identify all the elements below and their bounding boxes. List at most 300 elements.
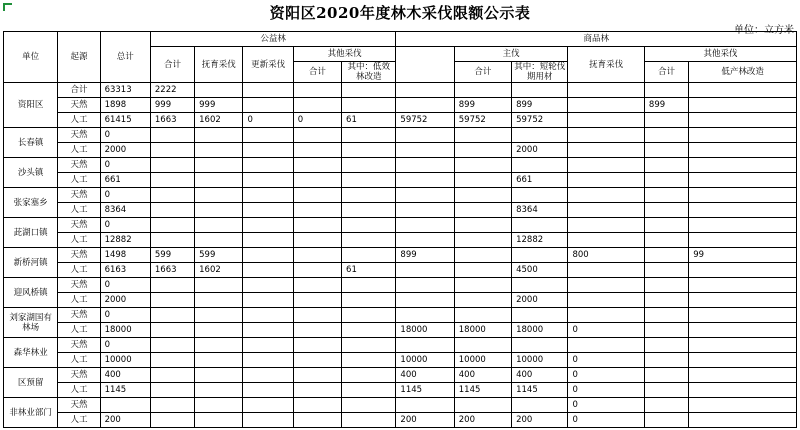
value-cell: 0 bbox=[100, 128, 150, 143]
value-cell bbox=[150, 188, 194, 203]
table-row bbox=[4, 413, 797, 428]
table-row bbox=[4, 308, 797, 323]
value-cell bbox=[644, 308, 688, 323]
value-cell: 800 bbox=[568, 248, 644, 263]
value-cell bbox=[243, 203, 293, 218]
origin-cell: 天然 bbox=[58, 248, 100, 263]
value-cell bbox=[293, 233, 341, 248]
table-row bbox=[4, 98, 797, 113]
value-cell: 1602 bbox=[195, 263, 243, 278]
value-cell bbox=[644, 413, 688, 428]
value-cell bbox=[396, 203, 454, 218]
header-public-forest: 公益林 bbox=[150, 32, 396, 47]
unit-cell: 森华林业 bbox=[4, 338, 58, 368]
value-cell: 59752 bbox=[454, 113, 511, 128]
value-cell: 0 bbox=[100, 308, 150, 323]
table-row bbox=[4, 233, 797, 248]
value-cell bbox=[342, 128, 396, 143]
value-cell bbox=[568, 203, 644, 218]
value-cell bbox=[396, 233, 454, 248]
value-cell: 899 bbox=[512, 98, 568, 113]
value-cell bbox=[342, 248, 396, 263]
value-cell bbox=[243, 323, 293, 338]
value-cell bbox=[689, 128, 797, 143]
value-cell: 10000 bbox=[512, 353, 568, 368]
value-cell: 400 bbox=[396, 368, 454, 383]
value-cell bbox=[342, 368, 396, 383]
value-cell bbox=[243, 188, 293, 203]
value-cell bbox=[644, 233, 688, 248]
value-cell bbox=[195, 233, 243, 248]
value-cell bbox=[568, 233, 644, 248]
value-cell: 0 bbox=[100, 218, 150, 233]
table-row bbox=[4, 398, 797, 413]
value-cell bbox=[644, 278, 688, 293]
value-cell bbox=[689, 158, 797, 173]
value-cell bbox=[568, 158, 644, 173]
value-cell: 200 bbox=[396, 413, 454, 428]
value-cell bbox=[243, 278, 293, 293]
value-cell: 599 bbox=[195, 248, 243, 263]
origin-cell: 天然 bbox=[58, 128, 100, 143]
value-cell bbox=[396, 218, 454, 233]
value-cell bbox=[644, 188, 688, 203]
value-cell bbox=[243, 413, 293, 428]
header-commercial-main-short: 其中：短轮伐期用材 bbox=[512, 62, 568, 83]
value-cell bbox=[342, 383, 396, 398]
value-cell bbox=[396, 128, 454, 143]
value-cell bbox=[689, 83, 797, 98]
value-cell: 0 bbox=[568, 323, 644, 338]
value-cell bbox=[195, 173, 243, 188]
value-cell bbox=[512, 308, 568, 323]
value-cell: 0 bbox=[568, 383, 644, 398]
value-cell: 1498 bbox=[100, 248, 150, 263]
unit-cell: 非林业部门 bbox=[4, 398, 58, 428]
value-cell bbox=[243, 233, 293, 248]
value-cell bbox=[568, 98, 644, 113]
value-cell bbox=[342, 173, 396, 188]
header-total: 总计 bbox=[100, 32, 150, 83]
value-cell bbox=[243, 398, 293, 413]
table-row bbox=[4, 143, 797, 158]
value-cell bbox=[454, 83, 511, 98]
value-cell: 10000 bbox=[396, 353, 454, 368]
header-public-other-sum: 合计 bbox=[293, 62, 341, 83]
unit-cell: 茈湖口镇 bbox=[4, 218, 58, 248]
value-cell bbox=[396, 83, 454, 98]
value-cell: 18000 bbox=[396, 323, 454, 338]
table-row bbox=[4, 383, 797, 398]
value-cell bbox=[243, 98, 293, 113]
value-cell bbox=[195, 398, 243, 413]
unit-cell: 刘家湖国有林场 bbox=[4, 308, 58, 338]
value-cell bbox=[195, 158, 243, 173]
unit-cell: 区预留 bbox=[4, 368, 58, 398]
value-cell bbox=[396, 398, 454, 413]
origin-cell: 天然 bbox=[58, 158, 100, 173]
header-commercial-other-sum: 合计 bbox=[644, 62, 688, 83]
value-cell bbox=[150, 368, 194, 383]
value-cell bbox=[512, 188, 568, 203]
value-cell bbox=[150, 203, 194, 218]
value-cell bbox=[396, 293, 454, 308]
value-cell: 999 bbox=[195, 98, 243, 113]
value-cell bbox=[243, 308, 293, 323]
value-cell bbox=[150, 308, 194, 323]
value-cell bbox=[342, 308, 396, 323]
value-cell bbox=[396, 98, 454, 113]
origin-cell: 天然 bbox=[58, 368, 100, 383]
value-cell bbox=[150, 338, 194, 353]
value-cell: 400 bbox=[100, 368, 150, 383]
table-row bbox=[4, 278, 797, 293]
value-cell: 200 bbox=[100, 413, 150, 428]
value-cell bbox=[342, 98, 396, 113]
value-cell: 1602 bbox=[195, 113, 243, 128]
value-cell bbox=[644, 293, 688, 308]
header-commercial-main-sum: 合计 bbox=[454, 62, 511, 83]
value-cell: 63313 bbox=[100, 83, 150, 98]
value-cell bbox=[689, 188, 797, 203]
value-cell: 0 bbox=[568, 353, 644, 368]
value-cell: 61 bbox=[342, 263, 396, 278]
value-cell bbox=[454, 398, 511, 413]
value-cell: 1663 bbox=[150, 263, 194, 278]
value-cell bbox=[454, 338, 511, 353]
header-unit: 单位 bbox=[4, 32, 58, 83]
value-cell bbox=[243, 338, 293, 353]
value-cell bbox=[243, 248, 293, 263]
value-cell bbox=[644, 383, 688, 398]
value-cell bbox=[150, 218, 194, 233]
value-cell bbox=[150, 293, 194, 308]
value-cell: 0 bbox=[568, 413, 644, 428]
origin-cell: 人工 bbox=[58, 173, 100, 188]
value-cell bbox=[512, 158, 568, 173]
origin-cell: 天然 bbox=[58, 98, 100, 113]
value-cell bbox=[512, 248, 568, 263]
value-cell: 18000 bbox=[454, 323, 511, 338]
value-cell bbox=[243, 173, 293, 188]
value-cell: 18000 bbox=[100, 323, 150, 338]
value-cell bbox=[396, 143, 454, 158]
value-cell bbox=[243, 143, 293, 158]
value-cell: 1145 bbox=[512, 383, 568, 398]
value-cell bbox=[689, 278, 797, 293]
value-cell bbox=[195, 338, 243, 353]
value-cell: 0 bbox=[293, 113, 341, 128]
table-row bbox=[4, 203, 797, 218]
value-cell bbox=[689, 338, 797, 353]
value-cell bbox=[512, 83, 568, 98]
value-cell bbox=[644, 128, 688, 143]
value-cell bbox=[454, 218, 511, 233]
value-cell bbox=[195, 83, 243, 98]
value-cell bbox=[689, 323, 797, 338]
value-cell bbox=[195, 188, 243, 203]
value-cell bbox=[689, 353, 797, 368]
unit-cell: 长春镇 bbox=[4, 128, 58, 158]
value-cell bbox=[195, 308, 243, 323]
value-cell bbox=[150, 383, 194, 398]
value-cell bbox=[293, 143, 341, 158]
value-cell bbox=[150, 173, 194, 188]
value-cell bbox=[195, 128, 243, 143]
value-cell bbox=[195, 413, 243, 428]
value-cell bbox=[689, 173, 797, 188]
value-cell bbox=[454, 173, 511, 188]
table-row bbox=[4, 338, 797, 353]
table-row bbox=[4, 368, 797, 383]
value-cell bbox=[293, 398, 341, 413]
value-cell: 400 bbox=[512, 368, 568, 383]
value-cell bbox=[512, 278, 568, 293]
value-cell bbox=[195, 218, 243, 233]
value-cell bbox=[396, 158, 454, 173]
value-cell: 2222 bbox=[150, 83, 194, 98]
value-cell bbox=[293, 293, 341, 308]
value-cell bbox=[243, 353, 293, 368]
origin-cell: 人工 bbox=[58, 383, 100, 398]
header-public-tending: 抚育采伐 bbox=[195, 47, 243, 83]
value-cell: 0 bbox=[100, 338, 150, 353]
value-cell bbox=[396, 188, 454, 203]
value-cell bbox=[644, 398, 688, 413]
value-cell bbox=[396, 278, 454, 293]
origin-cell: 天然 bbox=[58, 398, 100, 413]
value-cell: 200 bbox=[454, 413, 511, 428]
value-cell bbox=[689, 368, 797, 383]
table-row bbox=[4, 128, 797, 143]
value-cell bbox=[689, 263, 797, 278]
value-cell bbox=[293, 323, 341, 338]
table-row bbox=[4, 293, 797, 308]
value-cell bbox=[568, 143, 644, 158]
value-cell bbox=[454, 158, 511, 173]
value-cell: 10000 bbox=[454, 353, 511, 368]
table-row bbox=[4, 173, 797, 188]
value-cell bbox=[689, 203, 797, 218]
unit-cell: 沙头镇 bbox=[4, 158, 58, 188]
value-cell bbox=[644, 113, 688, 128]
value-cell bbox=[568, 263, 644, 278]
value-cell bbox=[293, 263, 341, 278]
value-cell: 2000 bbox=[512, 143, 568, 158]
value-cell bbox=[644, 368, 688, 383]
value-cell: 12882 bbox=[100, 233, 150, 248]
quota-table bbox=[3, 31, 797, 428]
value-cell bbox=[243, 128, 293, 143]
value-cell bbox=[454, 203, 511, 218]
value-cell bbox=[568, 308, 644, 323]
value-cell bbox=[689, 413, 797, 428]
header-public-other-low: 其中：低效林改造 bbox=[342, 62, 396, 83]
header-commercial-other-low: 低产林改造 bbox=[689, 62, 797, 83]
value-cell bbox=[150, 233, 194, 248]
value-cell bbox=[150, 323, 194, 338]
value-cell bbox=[644, 353, 688, 368]
header-public-sum: 合计 bbox=[150, 47, 194, 83]
origin-cell: 人工 bbox=[58, 263, 100, 278]
value-cell bbox=[150, 278, 194, 293]
value-cell bbox=[512, 398, 568, 413]
origin-cell: 天然 bbox=[58, 338, 100, 353]
value-cell: 599 bbox=[150, 248, 194, 263]
value-cell bbox=[342, 413, 396, 428]
value-cell bbox=[293, 98, 341, 113]
value-cell bbox=[342, 203, 396, 218]
value-cell bbox=[689, 113, 797, 128]
value-cell: 8364 bbox=[512, 203, 568, 218]
origin-cell: 合计 bbox=[58, 83, 100, 98]
value-cell bbox=[293, 158, 341, 173]
value-cell bbox=[293, 353, 341, 368]
value-cell: 61415 bbox=[100, 113, 150, 128]
value-cell bbox=[689, 308, 797, 323]
value-cell: 61 bbox=[342, 113, 396, 128]
value-cell bbox=[644, 323, 688, 338]
value-cell bbox=[293, 413, 341, 428]
value-cell bbox=[150, 413, 194, 428]
value-cell bbox=[293, 338, 341, 353]
value-cell bbox=[568, 293, 644, 308]
value-cell: 1663 bbox=[150, 113, 194, 128]
value-cell: 8364 bbox=[100, 203, 150, 218]
value-cell bbox=[644, 338, 688, 353]
unit-cell: 张家塞乡 bbox=[4, 188, 58, 218]
value-cell bbox=[293, 203, 341, 218]
value-cell bbox=[243, 383, 293, 398]
value-cell bbox=[342, 188, 396, 203]
value-cell bbox=[644, 248, 688, 263]
value-cell bbox=[243, 83, 293, 98]
value-cell bbox=[342, 353, 396, 368]
value-cell: 6163 bbox=[100, 263, 150, 278]
value-cell: 1145 bbox=[454, 383, 511, 398]
origin-cell: 天然 bbox=[58, 308, 100, 323]
value-cell bbox=[396, 308, 454, 323]
value-cell: 661 bbox=[512, 173, 568, 188]
page-title: 资阳区2020年度林木采伐限额公示表 bbox=[269, 4, 531, 22]
value-cell bbox=[396, 338, 454, 353]
value-cell: 2000 bbox=[512, 293, 568, 308]
value-cell bbox=[568, 278, 644, 293]
value-cell: 18000 bbox=[512, 323, 568, 338]
value-cell bbox=[512, 338, 568, 353]
value-cell bbox=[454, 188, 511, 203]
value-cell: 0 bbox=[243, 113, 293, 128]
value-cell bbox=[195, 293, 243, 308]
value-cell bbox=[293, 383, 341, 398]
value-cell bbox=[454, 263, 511, 278]
value-cell bbox=[342, 398, 396, 413]
origin-cell: 人工 bbox=[58, 113, 100, 128]
value-cell: 899 bbox=[454, 98, 511, 113]
origin-cell: 天然 bbox=[58, 278, 100, 293]
value-cell bbox=[195, 368, 243, 383]
value-cell bbox=[342, 233, 396, 248]
value-cell bbox=[454, 278, 511, 293]
value-cell bbox=[568, 83, 644, 98]
header-public-other: 其他采伐 bbox=[293, 47, 396, 62]
table-row bbox=[4, 83, 797, 98]
origin-cell: 天然 bbox=[58, 188, 100, 203]
value-cell bbox=[342, 158, 396, 173]
value-cell bbox=[150, 353, 194, 368]
value-cell: 10000 bbox=[100, 353, 150, 368]
value-cell bbox=[243, 158, 293, 173]
value-cell bbox=[243, 263, 293, 278]
table-row bbox=[4, 263, 797, 278]
header-commercial-forest: 商品林 bbox=[396, 32, 797, 47]
table-row bbox=[4, 113, 797, 128]
value-cell: 0 bbox=[100, 158, 150, 173]
origin-cell: 人工 bbox=[58, 143, 100, 158]
value-cell: 200 bbox=[512, 413, 568, 428]
value-cell: 0 bbox=[568, 398, 644, 413]
value-cell bbox=[568, 128, 644, 143]
origin-cell: 人工 bbox=[58, 323, 100, 338]
value-cell bbox=[293, 368, 341, 383]
value-cell: 1145 bbox=[396, 383, 454, 398]
table-row bbox=[4, 353, 797, 368]
unit-cell: 资阳区 bbox=[4, 83, 58, 128]
table-row bbox=[4, 218, 797, 233]
value-cell bbox=[568, 218, 644, 233]
value-cell bbox=[195, 323, 243, 338]
value-cell: 2000 bbox=[100, 293, 150, 308]
value-cell: 0 bbox=[100, 278, 150, 293]
value-cell: 99 bbox=[689, 248, 797, 263]
origin-cell: 人工 bbox=[58, 233, 100, 248]
value-cell bbox=[150, 398, 194, 413]
value-cell: 661 bbox=[100, 173, 150, 188]
value-cell bbox=[689, 398, 797, 413]
value-cell bbox=[454, 248, 511, 263]
header-commercial-tending: 抚育采伐 bbox=[568, 47, 644, 83]
table-row bbox=[4, 248, 797, 263]
value-cell bbox=[689, 233, 797, 248]
value-cell: 0 bbox=[568, 368, 644, 383]
value-cell bbox=[293, 83, 341, 98]
value-cell bbox=[454, 308, 511, 323]
value-cell bbox=[454, 143, 511, 158]
value-cell bbox=[644, 173, 688, 188]
value-cell bbox=[243, 293, 293, 308]
unit-cell: 迎风桥镇 bbox=[4, 278, 58, 308]
table-row bbox=[4, 158, 797, 173]
value-cell: 0 bbox=[100, 188, 150, 203]
value-cell bbox=[293, 278, 341, 293]
value-cell: 59752 bbox=[512, 113, 568, 128]
value-cell bbox=[396, 263, 454, 278]
value-cell: 899 bbox=[644, 98, 688, 113]
value-cell bbox=[243, 218, 293, 233]
value-cell bbox=[512, 128, 568, 143]
value-cell bbox=[568, 188, 644, 203]
header-origin: 起源 bbox=[58, 32, 100, 83]
value-cell bbox=[454, 128, 511, 143]
value-cell bbox=[243, 368, 293, 383]
value-cell: 1898 bbox=[100, 98, 150, 113]
value-cell: 2000 bbox=[100, 143, 150, 158]
origin-cell: 人工 bbox=[58, 293, 100, 308]
value-cell bbox=[689, 143, 797, 158]
value-cell bbox=[195, 353, 243, 368]
value-cell bbox=[644, 143, 688, 158]
value-cell bbox=[150, 158, 194, 173]
